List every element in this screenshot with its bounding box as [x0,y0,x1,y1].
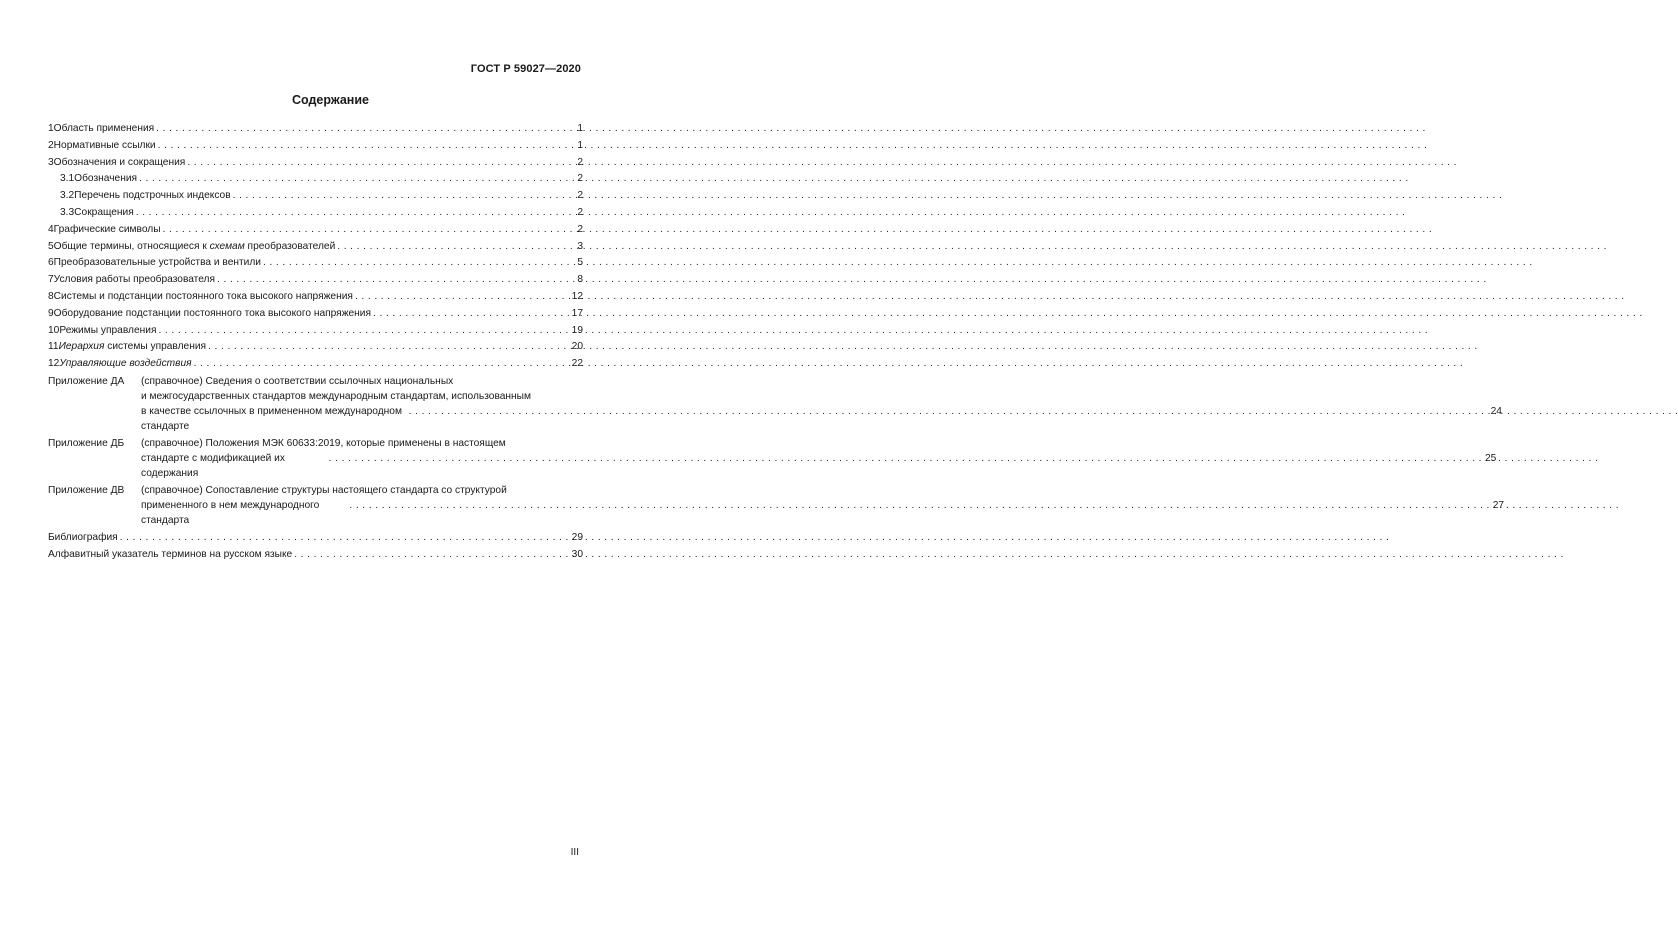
entry-title: Сокращения [74,206,134,218]
entry-page: 2 [577,156,583,168]
leader-dots [208,339,571,356]
toc-entry-3-3[interactable] [48,205,583,222]
entry-page: 20 [571,341,583,353]
annex-last-line [141,498,1504,528]
leader-dots [156,121,576,138]
entry-title: Перечень подстрочных индексов [74,190,231,202]
entry-title: Преобразовательные устройства и вентили [53,257,261,269]
toc-entry-5[interactable] [48,239,583,256]
entry-number: 7 [48,274,54,286]
page-number: III [570,847,579,858]
annex-text: примененного в нем международного стандарта [141,499,320,526]
entry-title: Системы и подстанции постоянного тока высокого напряжения [53,290,353,302]
entry-page: 2 [577,190,583,202]
entry-number: 3.3 [60,206,75,218]
toc-title: Содержание [291,93,369,107]
entry-title: Обозначения [74,173,138,185]
leader-dots [217,272,576,289]
annex-line: (справочное) Положения МЭК 60633:2019, которые применены в настоящем [141,437,506,449]
entry-page: 12 [571,290,583,302]
toc-entry-9[interactable] [48,306,583,323]
entry-page: 30 [571,548,583,560]
entry-title: Условия работы преобразователя [53,274,216,286]
leader-dots [120,530,571,547]
entry-page: 25 [1484,452,1497,464]
annex-body [141,374,1502,434]
entry-title: Нормативные ссылки [53,139,156,151]
toc-entry-10[interactable] [48,323,583,340]
toc-entry-3-2[interactable] [48,188,583,205]
entry-title: Режимы управления [59,324,157,336]
leader-dots [187,155,576,172]
toc-entry-4[interactable] [48,222,583,239]
entry-number: 3 [48,156,54,168]
toc-entry-11[interactable] [48,339,583,356]
entry-number: 8 [48,290,54,302]
entry-title: Обозначения и сокращения [53,156,186,168]
standard-code: ГОСТ Р 59027—2020 [470,63,581,75]
entry-page: 29 [571,531,583,543]
leader-dots [158,323,570,340]
entry-title: Общие термины, относящиеся к схемам преобразователей [53,240,336,252]
leader-dots [294,547,570,564]
entry-page: 1 [577,123,583,134]
annex-line: и межгосударственных стандартов международным стандартам, использованным [141,390,532,402]
leader-dots [263,255,576,272]
entry-number: 6 [48,257,54,269]
entry-page: 2 [577,206,583,218]
entry-page: 1 [577,139,583,151]
annex-label: Приложение ДБ [48,437,125,449]
toc-alphabetical-index[interactable] [48,547,583,564]
entry-page: 27 [1492,499,1505,511]
leader-dots [409,404,1490,419]
entry-title: Библиография [48,531,118,543]
leader-dots [329,451,1484,466]
leader-dots [139,171,576,188]
entry-number: 11 [48,341,59,353]
leader-dots [355,289,571,306]
entry-number: 5 [48,240,54,252]
entry-page: 5 [577,257,583,269]
entry-page: 3 [577,240,583,252]
leader-dots [136,205,577,222]
annex-line: (справочное) Сопоставление структуры настоящего стандарта со структурой [141,484,507,496]
entry-number: 9 [48,307,54,319]
annex-text: стандарте с модификацией их содержания [141,452,285,479]
toc-entry-8[interactable] [48,289,583,306]
entry-page: 19 [571,324,583,336]
leader-dots [158,138,577,155]
toc-entry-1[interactable] [48,121,583,138]
entry-title: Графические символы [53,223,161,235]
entry-title: Область применения [53,123,155,134]
entry-page: 2 [577,173,583,185]
toc-annex-dv[interactable] [48,483,1505,528]
leader-dots [194,356,571,373]
entry-number: 10 [48,324,60,336]
leader-dots [233,188,577,205]
toc-entry-6[interactable] [48,255,583,272]
annex-line: (справочное) Сведения о соответствии ссылочных национальных [141,375,454,387]
entry-number: 1 [48,123,54,134]
annex-text: в качестве ссылочных в примененном международном стандарте [141,405,402,432]
leader-dots [349,498,1491,513]
entry-title: Управляющие воздействия [59,358,192,370]
entry-title: Иерархия системы управления [58,341,207,353]
toc-entry-3[interactable] [48,155,583,172]
toc-annex-da[interactable] [48,374,1502,434]
entry-page: 8 [577,274,583,286]
annex-label: Приложение ДВ [48,484,125,496]
entry-number: 3.1 [60,173,75,185]
leader-dots [163,222,577,239]
toc-entry-2[interactable] [48,138,583,155]
entry-number: 2 [48,139,54,151]
entry-number: 4 [48,223,54,235]
toc-entry-12[interactable] [48,356,583,373]
toc-bibliography[interactable] [48,530,583,547]
annex-last-line [141,404,1502,434]
toc-annex-db[interactable] [48,436,1497,481]
annex-last-line [141,451,1496,481]
entry-number: 3.2 [60,190,75,202]
entry-title: Оборудование подстанции постоянного тока высокого напряжения [53,307,372,319]
entry-page: 17 [571,307,583,319]
annex-body [141,483,1504,528]
leader-dots [337,239,576,256]
entry-page: 24 [1490,405,1502,417]
toc-entry-3-1[interactable] [48,171,583,188]
toc-entry-7[interactable] [48,272,583,289]
entry-number: 12 [48,358,60,370]
leader-dots [373,306,571,323]
entry-page: 22 [571,358,583,370]
annex-label: Приложение ДА [48,375,125,387]
entry-page: 2 [577,223,583,235]
annex-body [141,436,1496,481]
entry-title: Алфавитный указатель терминов на русском языке [48,548,293,560]
table-of-contents [48,121,1505,564]
